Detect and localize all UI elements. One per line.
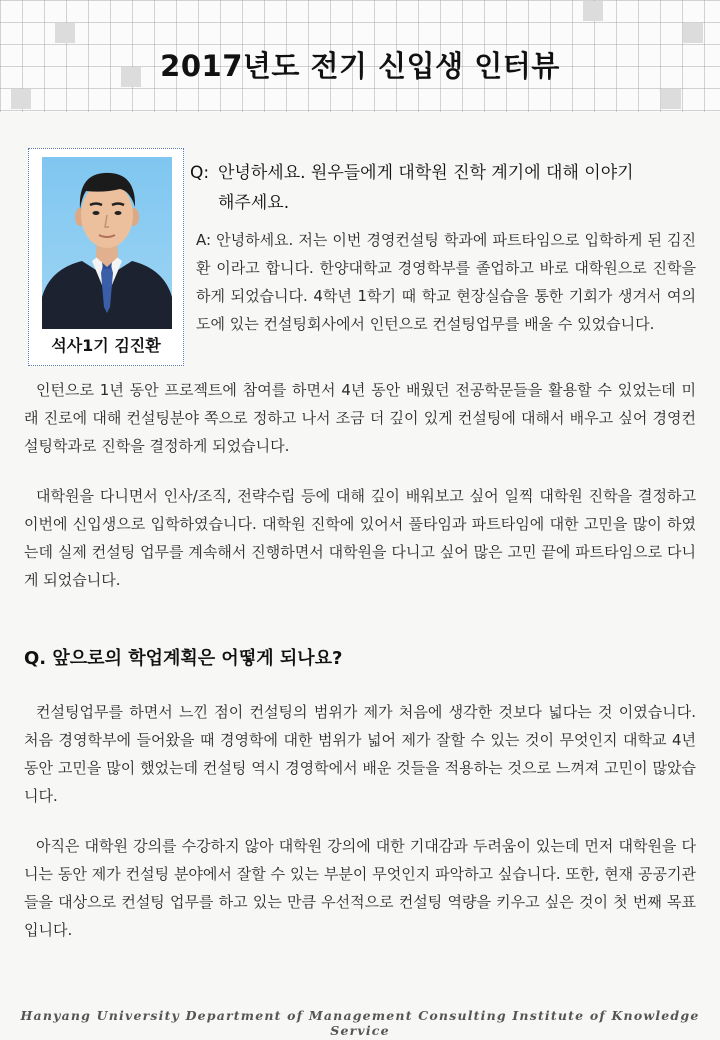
page-title: 2017년도 전기 신입생 인터뷰 xyxy=(160,49,560,83)
question-2: Q. 앞으로의 학업계획은 어떻게 되나요? xyxy=(24,648,343,669)
grid-decoration xyxy=(55,23,75,43)
question-1-line2: 해주세요. xyxy=(218,193,290,213)
grid-decoration xyxy=(683,23,703,43)
paragraph-2: 대학원을 다니면서 인사/조직, 전략수립 등에 대해 깊이 배워보고 싶어 일찍 대학원 진학을 결정하고 이번에 신입생으로 입학하였습니다. 대학원 진학에 있어서 풀타임과 파트타임에 대한 고민을 많이 하였는데 실제 컨설팅 업무를 계속해서 진행하면서 대학원을 다니고 싶어 많은 고민 끝에 파트타임으로 다니게 되었습니다. xyxy=(24,487,696,589)
question-mark-label: Q: xyxy=(190,163,210,183)
answer-1: A: 안녕하세요. 저는 이번 경영컨설팅 학과에 파트타임으로 입학하게 된 김진환 이라고 합니다. 한양대학교 경영학부를 졸업하고 바로 대학원으로 진학을 하게 되었습니다. 4학년 1학기 때 학교 현장실습을 통한 기회가 생겨서 여의도에 있는 컨설팅회사에서 인턴으로 컨설팅업무를 배울 수 있었습니다. xyxy=(196,231,696,333)
profile-photo xyxy=(42,157,172,329)
question-1-line1: 안녕하세요. 원우들에게 대학원 진학 계기에 대해 이야기 xyxy=(218,163,634,183)
question-1 xyxy=(190,158,700,218)
profile-photo-card xyxy=(28,148,184,366)
grid-decoration xyxy=(583,1,603,21)
footer-text: Hanyang University Department of Management Consulting Institute of Knowledge Service xyxy=(20,1008,700,1038)
paragraph-1: 인턴으로 1년 동안 프로젝트에 참여를 하면서 4년 동안 배웠던 전공학문들을 활용할 수 있었는데 미래 진로에 대해 컨설팅분야 쪽으로 정하고 나서 조금 더 깊이 있게 컨설팅에 대해서 배우고 싶어 경영컨설팅학과로 진학을 결정하게 되었습니다. xyxy=(24,381,696,455)
grid-decoration xyxy=(11,89,31,109)
grid-decoration xyxy=(661,89,681,109)
paragraph-3: 컨설팅업무를 하면서 느낀 점이 컨설팅의 범위가 제가 처음에 생각한 것보다 넓다는 것 이였습니다. 처음 경영학부에 들어왔을 때 경영학에 대한 범위가 넓어 제가 잘할 수 있는 것이 무엇인지 대학교 4년동안 고민을 많이 했었는데 컨설팅 역시 경영학에서 배운 것들을 적용하는 것으로 느껴져 고민이 많았습니다. xyxy=(24,703,696,805)
profile-caption: 석사1기 김진환 xyxy=(51,336,161,355)
header-banner xyxy=(0,0,720,112)
portrait-illustration xyxy=(42,157,172,329)
paragraph-4: 아직은 대학원 강의를 수강하지 않아 대학원 강의에 대한 기대감과 두려움이 있는데 먼저 대학원을 다니는 동안 제가 컨설팅 분야에서 잘할 수 있는 부분이 무엇인지 파악하고 싶습니다. 또한, 현재 공공기관들을 대상으로 컨설팅 업무를 하고 있는 만큼 우선적으로 컨설팅 역량을 키우고 싶은 것이 첫 번째 목표입니다. xyxy=(24,837,696,939)
